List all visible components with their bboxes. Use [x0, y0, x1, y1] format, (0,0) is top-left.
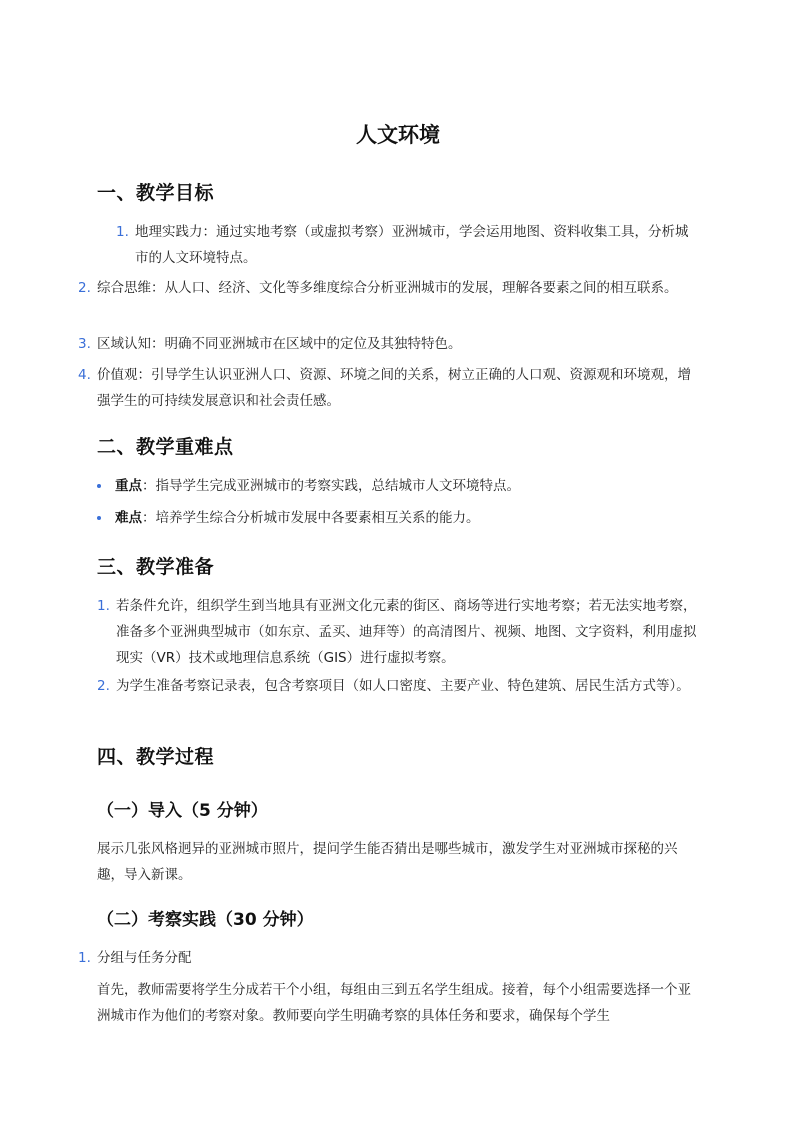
subsection-heading-intro: （一）导入（5 分钟） — [97, 801, 268, 821]
list-number: 4. — [78, 367, 91, 383]
list-item — [78, 945, 699, 971]
list-number: 1. — [97, 598, 110, 614]
section-heading-key-points: 二、教学重难点 — [97, 436, 234, 458]
section-heading-objectives: 一、教学目标 — [97, 182, 215, 204]
bullet-icon — [97, 484, 101, 488]
subsection-heading-practice: （二）考察实践（30 分钟） — [97, 910, 314, 930]
bullet-item-difficulty — [97, 505, 699, 531]
list-item — [78, 362, 699, 414]
list-item — [78, 275, 699, 301]
list-number: 2. — [78, 280, 91, 296]
list-number: 2. — [97, 678, 110, 694]
document-title: 人文环境 — [356, 123, 440, 147]
list-item-text: 地理实践力：通过实地考察（或虚拟考察）亚洲城市，学会运用地图、资料收集工具，分析城市的人文环境特点。 — [135, 224, 689, 266]
paragraph-practice: 首先，教师需要将学生分成若干个小组，每组由三到五名学生组成。接着，每个小组需要选择一个亚洲城市作为他们的考察对象。教师要向学生明确考察的具体任务和要求，确保每个学生 — [97, 982, 691, 1024]
section-heading-preparation: 三、教学准备 — [97, 556, 215, 578]
bullet-text: ：培养学生综合分析城市发展中各要素相互关系的能力。 — [142, 510, 480, 526]
list-item — [78, 331, 699, 357]
paragraph-intro: 展示几张风格迥异的亚洲城市照片，提问学生能否猜出是哪些城市，激发学生对亚洲城市探秘的兴趣，导入新课。 — [97, 841, 678, 883]
bullet-text: ：指导学生完成亚洲城市的考察实践，总结城市人文环境特点。 — [142, 478, 520, 494]
bullet-label: 难点 — [115, 510, 142, 526]
list-item — [97, 673, 699, 699]
bullet-label: 重点 — [115, 478, 142, 494]
list-item-text: 综合思维：从人口、经济、文化等多维度综合分析亚洲城市的发展，理解各要素之间的相互联系。 — [97, 280, 678, 296]
list-number: 3. — [78, 336, 91, 352]
list-item-text: 为学生准备考察记录表，包含考察项目（如人口密度、主要产业、特色建筑、居民生活方式等）。 — [116, 678, 690, 694]
bullet-icon — [97, 516, 101, 520]
section-heading-process: 四、教学过程 — [97, 746, 215, 768]
bullet-item-key — [97, 473, 699, 499]
list-item-text: 若条件允许，组织学生到当地具有亚洲文化元素的街区、商场等进行实地考察；若无法实地考察，准备多个亚洲典型城市（如东京、孟买、迪拜等）的高清图片、视频、地图、文字资料，利用虚拟现实（VR）技术或地理信息系统（GIS）进行虚拟考察。 — [116, 598, 697, 666]
list-number: 1. — [116, 224, 129, 240]
list-number: 1. — [78, 950, 91, 966]
list-item-text: 分组与任务分配 — [97, 950, 192, 966]
list-item — [97, 593, 699, 671]
list-item-text: 区域认知：明确不同亚洲城市在区域中的定位及其独特特色。 — [97, 336, 462, 352]
list-item-text: 价值观：引导学生认识亚洲人口、资源、环境之间的关系，树立正确的人口观、资源观和环境观，增强学生的可持续发展意识和社会责任感。 — [97, 367, 691, 409]
list-item — [116, 219, 699, 271]
